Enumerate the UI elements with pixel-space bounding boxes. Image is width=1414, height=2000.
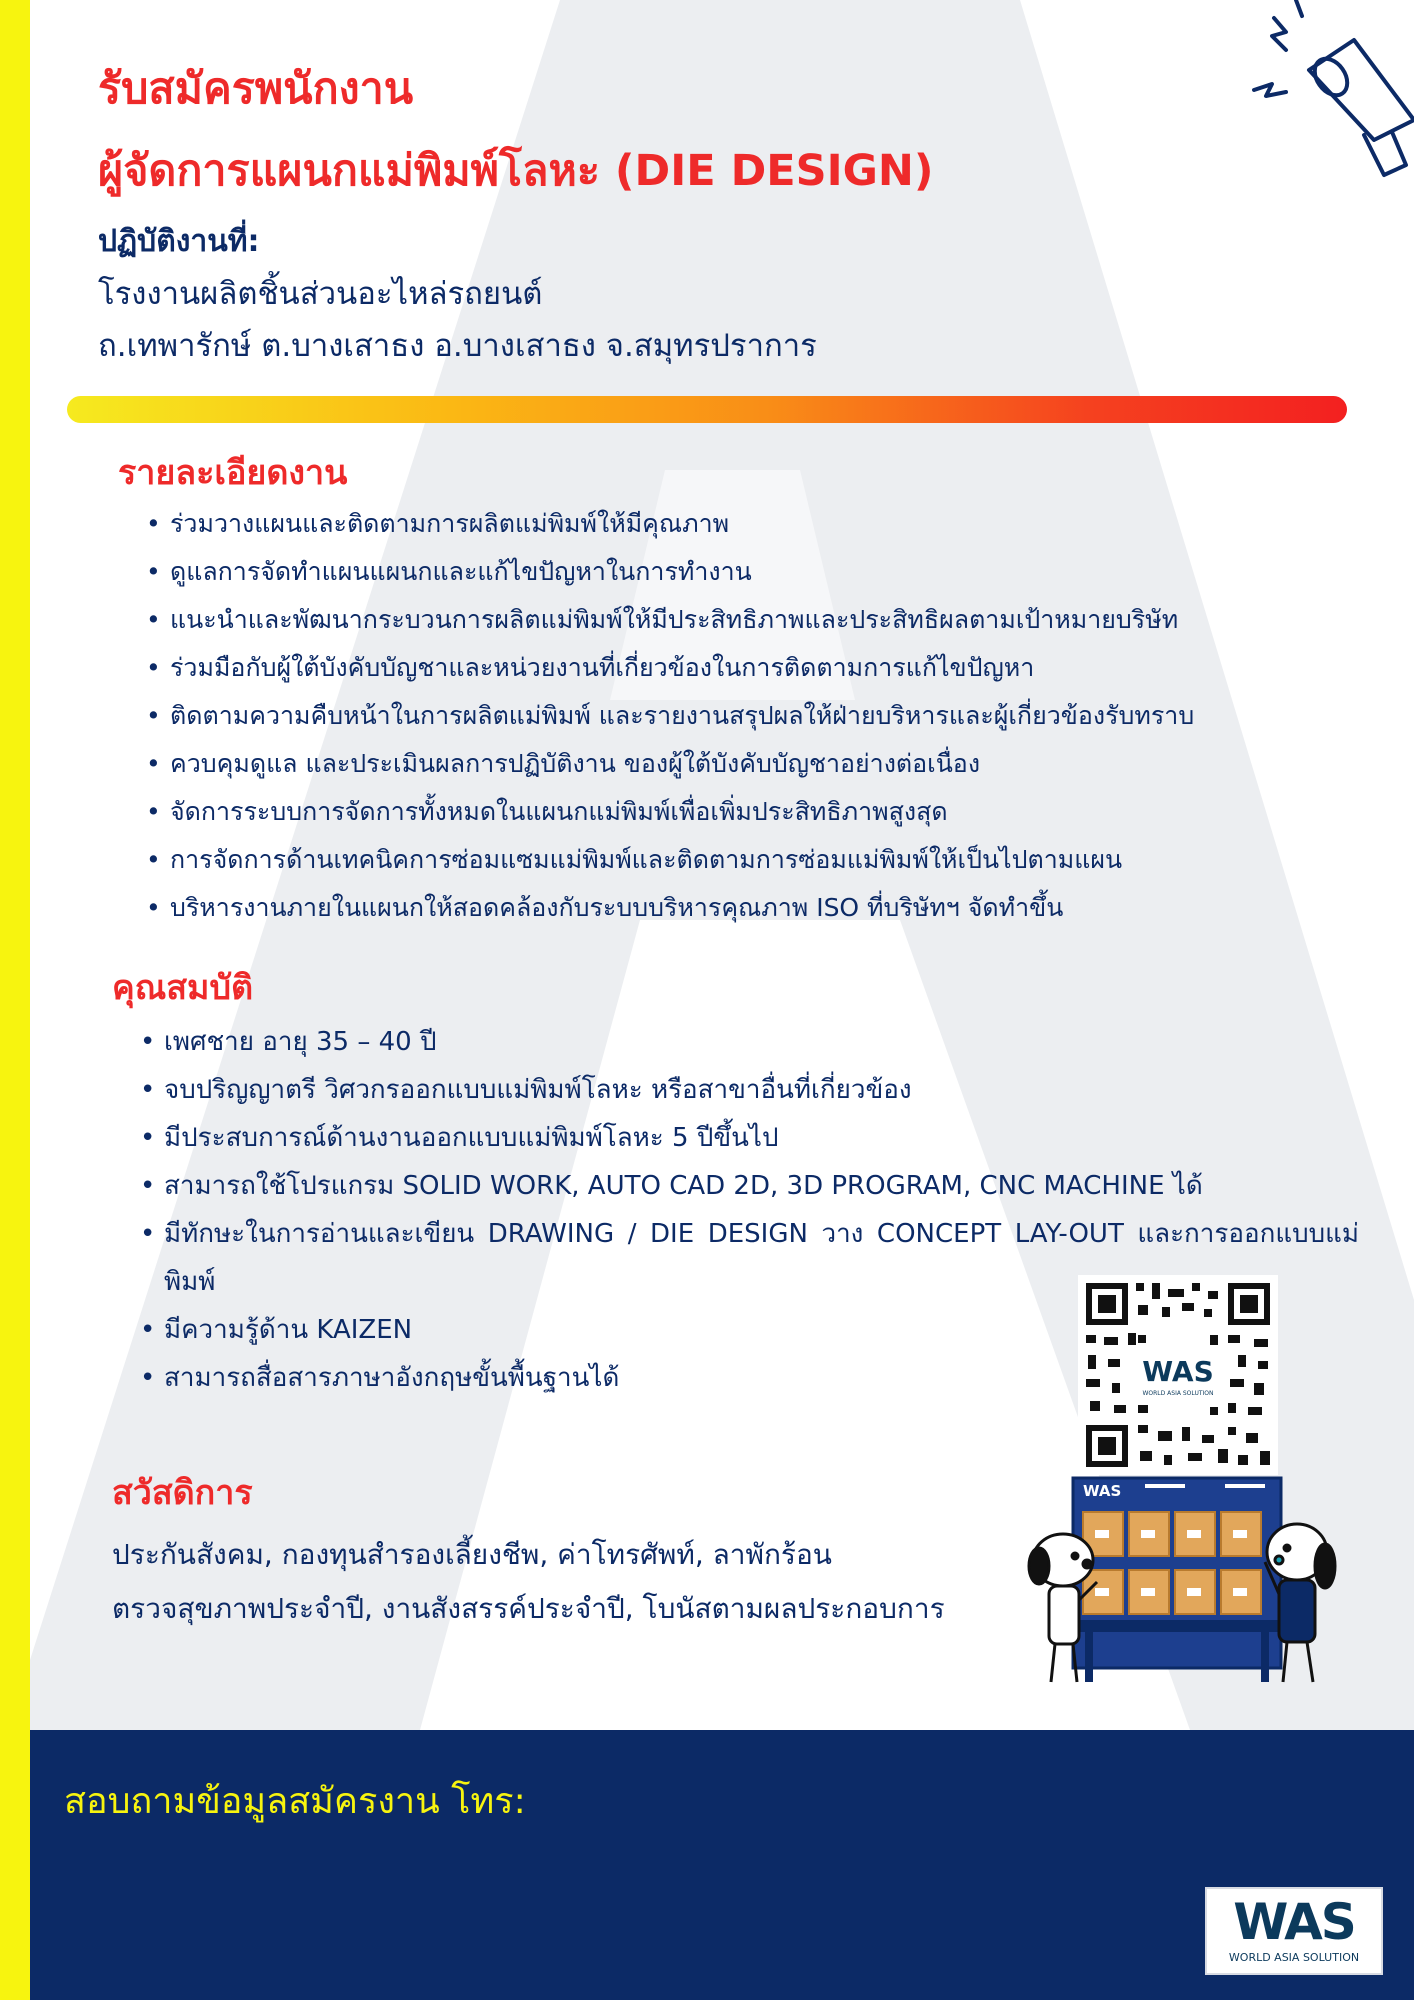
duty-item: • บริหารงานภายในแผนกให้สอดคล้องกับระบบบริหารคุณภาพ ISO ที่บริษัทฯ จัดทำขึ้น [170,888,1194,936]
welfare-line-2: ตรวจสุขภาพประจำปี, งานสังสรรค์ประจำปี, โบนัสตามผลประกอบการ [112,1592,945,1625]
was-logo-mark: WAS [1233,1893,1355,1951]
worksite-line-1: โรงงานผลิตชิ้นส่วนอะไหล่รถยนต์ [98,276,543,312]
qualification-item: • มีความรู้ด้าน KAIZEN [164,1306,1364,1354]
qualification-item: • สามารถสื่อสารภาษาอังกฤษขั้นพื้นฐานได้ [164,1354,1364,1402]
footer [30,1730,1414,2000]
title-line-1: รับสมัครพนักงาน [98,64,414,114]
qr-logo-mark: WAS [1142,1355,1214,1388]
qualification-item: • มีทักษะในการอ่านและเขียน DRAWING / DIE DESIGN วาง CONCEPT LAY-OUT และการออกแบบแม่พิมพ์ [164,1210,1359,1306]
welfare-line-1: ประกันสังคม, กองทุนสำรองเลี้ยงชีพ, ค่าโทรศัพท์, ลาพักร้อน [112,1538,832,1571]
duty-item: • ดูแลการจัดทำแผนแผนกและแก้ไขปัญหาในการทำงาน [170,552,1194,600]
duty-item: • แนะนำและพัฒนากระบวนการผลิตแม่พิมพ์ให้มีประสิทธิภาพและประสิทธิผลตามเป้าหมายบริษัท [170,600,1194,648]
duty-item: • การจัดการด้านเทคนิคการซ่อมแซมแม่พิมพ์และติดตามการซ่อมแม่พิมพ์ให้เป็นไปตามแผน [170,840,1194,888]
title-line-2: ผู้จัดการแผนกแม่พิมพ์โลหะ (DIE DESIGN) [98,146,934,196]
qr-logo-sub: WORLD ASIA SOLUTION [1142,1390,1214,1397]
duty-item: • ร่วมมือกับผู้ใต้บังคับบัญชาและหน่วยงานที่เกี่ยวข้องในการติดตามการแก้ไขปัญหา [170,648,1194,696]
was-logo-sub: WORLD ASIA SOLUTION [1228,1951,1360,1964]
duty-item: • ควบคุมดูแล และประเมินผลการปฏิบัติงาน ของผู้ใต้บังคับบัญชาอย่างต่อเนื่อง [170,744,1194,792]
qr-code [1078,1275,1278,1475]
duty-item: • จัดการระบบการจัดการทั้งหมดในแผนกแม่พิมพ์เพื่อเพิ่มประสิทธิภาพสูงสุด [170,792,1194,840]
was-logo [1205,1887,1383,1975]
board-label: WAS [1083,1482,1122,1500]
duties-list [170,504,1194,936]
worksite-label: ปฏิบัติงานที่: [98,224,260,259]
qualification-item: • สามารถใช้โปรแกรม SOLID WORK, AUTO CAD 2D, 3D PROGRAM, CNC MACHINE ได้ [164,1162,1364,1210]
qualification-item: • เพศชาย อายุ 35 – 40 ปี [164,1018,1364,1066]
welfare-details [112,1528,945,1636]
mascot-illustration [1025,1470,1345,1695]
qualification-item: • มีประสบการณ์ด้านงานออกแบบแม่พิมพ์โลหะ 5 ปีขึ้นไป [164,1114,1364,1162]
duty-item: • ร่วมวางแผนและติดตามการผลิตแม่พิมพ์ให้มีคุณภาพ [170,504,1194,552]
page-title [98,48,1178,212]
worksite-address [98,268,817,372]
qualification-item: • จบปริญญาตรี วิศวกรออกแบบแม่พิมพ์โลหะ หรือสาขาอื่นที่เกี่ยวข้อง [164,1066,1364,1114]
duties-heading: รายละเอียดงาน [118,453,348,493]
qualifications-heading: คุณสมบัติ [112,968,254,1008]
contact-text: สอบถามข้อมูลสมัครงาน โทร: [64,1781,526,1822]
duty-item: • ติดตามความคืบหน้าในการผลิตแม่พิมพ์ และรายงานสรุปผลให้ฝ่ายบริหารและผู้เกี่ยวข้องรับทราบ [170,696,1194,744]
welfare-heading: สวัสดิการ [112,1473,253,1513]
worksite-line-2: ถ.เทพารักษ์ ต.บางเสาธง อ.บางเสาธง จ.สมุทรปราการ [98,328,817,364]
gradient-divider [67,396,1347,423]
